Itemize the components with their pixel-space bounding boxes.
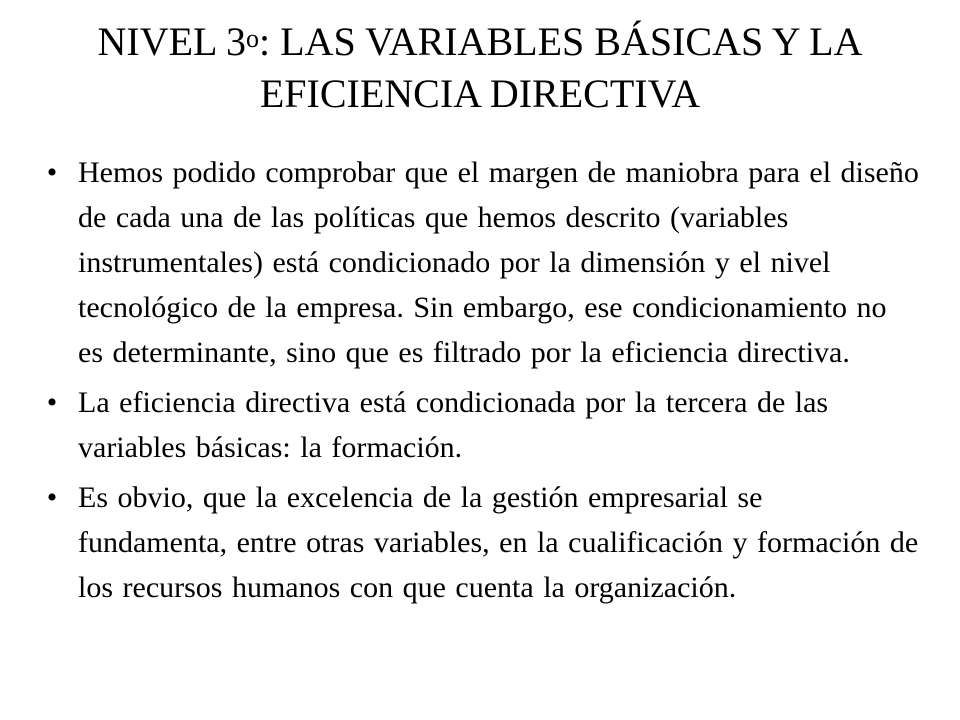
bullet-text: Hemos podido comprobar que el margen de maniobra para el diseño de cada una de las políticas que hemos descrito (variables instrumentales) está condicionado por la dimensión y el nivel tecnológico de la empresa. Sin embargo, ese condicionamiento no es determinante, sino que es filtrado por la eficiencia directiva. — [78, 156, 919, 369]
title-superscript: o — [246, 24, 260, 53]
bullet-text: Es obvio, que la excelencia de la gestión empresarial se fundamenta, entre otras variables, en la cualificación y formación de los recursos humanos con que cuenta la organización. — [78, 481, 919, 604]
bullet-list — [40, 150, 920, 615]
slide-title — [40, 16, 920, 120]
title-prefix: NIVEL 3 — [97, 19, 247, 64]
bullet-item — [40, 380, 920, 470]
title-suffix: : LAS VARIABLES BÁSICAS Y LA EFICIENCIA DIRECTIVA — [259, 19, 863, 116]
bullet-item — [40, 475, 920, 610]
bullet-dot-icon: • — [46, 386, 58, 419]
bullet-dot-icon: • — [46, 156, 58, 189]
bullet-text: La eficiencia directiva está condicionada por la tercera de las variables básicas: la formación. — [78, 386, 829, 464]
bullet-item — [40, 150, 920, 375]
bullet-dot-icon: • — [46, 481, 58, 514]
